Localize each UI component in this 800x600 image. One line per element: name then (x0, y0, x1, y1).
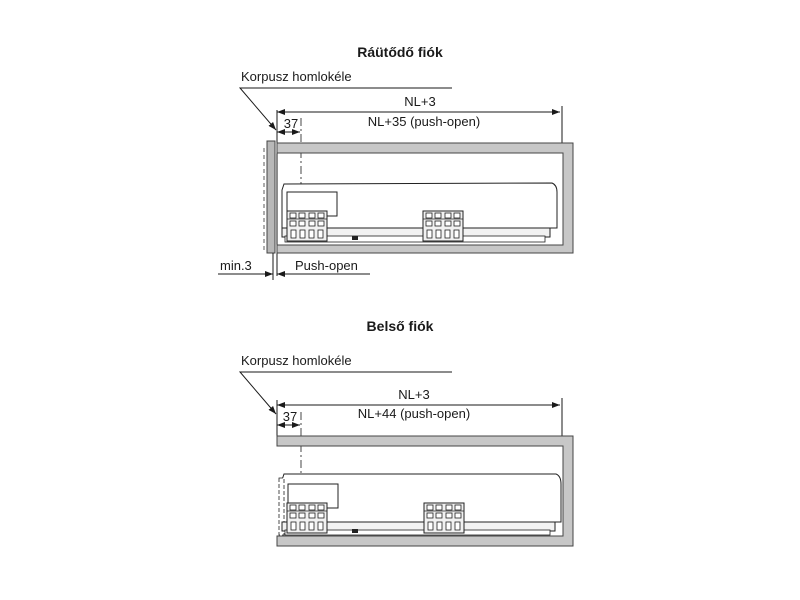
top-bracket-rear (423, 211, 463, 241)
top-dim-nl: NL+3 (404, 94, 436, 109)
top-front-label: Korpusz homlokéle (241, 69, 352, 84)
top-runner-stop (352, 236, 358, 240)
bottom-diagram (240, 318, 573, 546)
top-offset-label: 37 (283, 116, 299, 131)
top-front-panel (267, 141, 275, 253)
top-title: Ráütődő fiók (357, 44, 443, 60)
bottom-front-label: Korpusz homlokéle (241, 353, 352, 368)
bottom-bracket-front (287, 503, 327, 533)
top-bracket-front (287, 211, 327, 241)
bottom-dim-nl: NL+3 (398, 387, 430, 402)
top-min-label: min.3 (220, 258, 252, 273)
top-push-label: Push-open (295, 258, 358, 273)
bottom-offset-label: 37 (282, 409, 298, 424)
bottom-runner-stop (352, 529, 358, 533)
top-diagram (218, 44, 573, 280)
bottom-dim-push: NL+44 (push-open) (357, 406, 471, 421)
bottom-bracket-rear (424, 503, 464, 533)
bottom-title: Belső fiók (366, 318, 434, 334)
top-dim-push: NL+35 (push-open) (367, 114, 481, 129)
